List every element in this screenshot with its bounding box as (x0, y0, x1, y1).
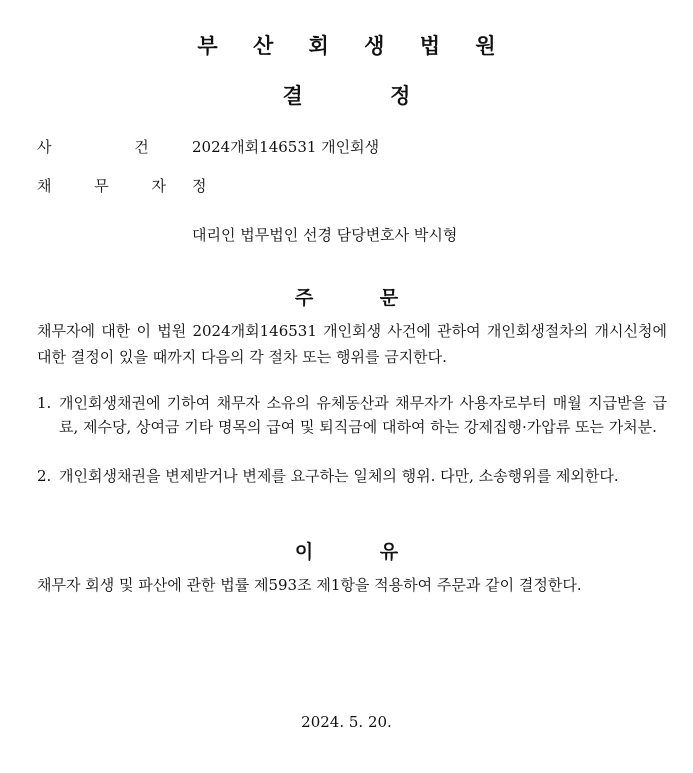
order-item (37, 464, 667, 488)
order-heading: 주 문 (294, 287, 399, 309)
debtor-label: 채 무 자 (37, 177, 186, 195)
case-number: 2024개회146531 개인회생 (192, 138, 380, 156)
reason-text: 채무자 회생 및 파산에 관한 법률 제593조 제1항을 적용하여 주문과 같이 결정한다. (37, 576, 582, 594)
case-label: 사 건 (37, 138, 168, 156)
reason-heading: 이 유 (294, 541, 399, 563)
order-item-text: 개인회생채권에 기하여 채무자 소유의 유체동산과 채무자가 사용자로부터 매월 지급받을 급료, 제수당, 상여금 기타 명목의 급여 및 퇴직금에 대하여 하는 강제집행·가압류 또는 가처분. (59, 394, 667, 436)
debtor-row (37, 175, 657, 199)
debtor-name: 정 (192, 177, 207, 195)
order-text: 채무자에 대한 이 법원 2024개회146531 개인회생 사건에 관하여 개인회생절차의 개시신청에 대한 결정이 있을 때까지 다음의 각 절차 또는 행위를 금지한다. (37, 322, 667, 366)
order-item-number: 2. (37, 467, 52, 485)
order-item (37, 391, 667, 439)
case-row (37, 136, 657, 160)
order-item-text: 개인회생채권을 변제받거나 변제를 요구하는 일체의 행위. 다만, 소송행위를 제외한다. (59, 467, 619, 485)
order-item-number: 1. (37, 394, 52, 412)
court-name: 부 산 회 생 법 원 (197, 34, 510, 58)
legal-agent: 대리인 법무법인 선경 담당변호사 박시형 (192, 226, 458, 244)
document-title: 결 정 (282, 84, 411, 108)
decision-date: 2024. 5. 20. (301, 713, 392, 731)
